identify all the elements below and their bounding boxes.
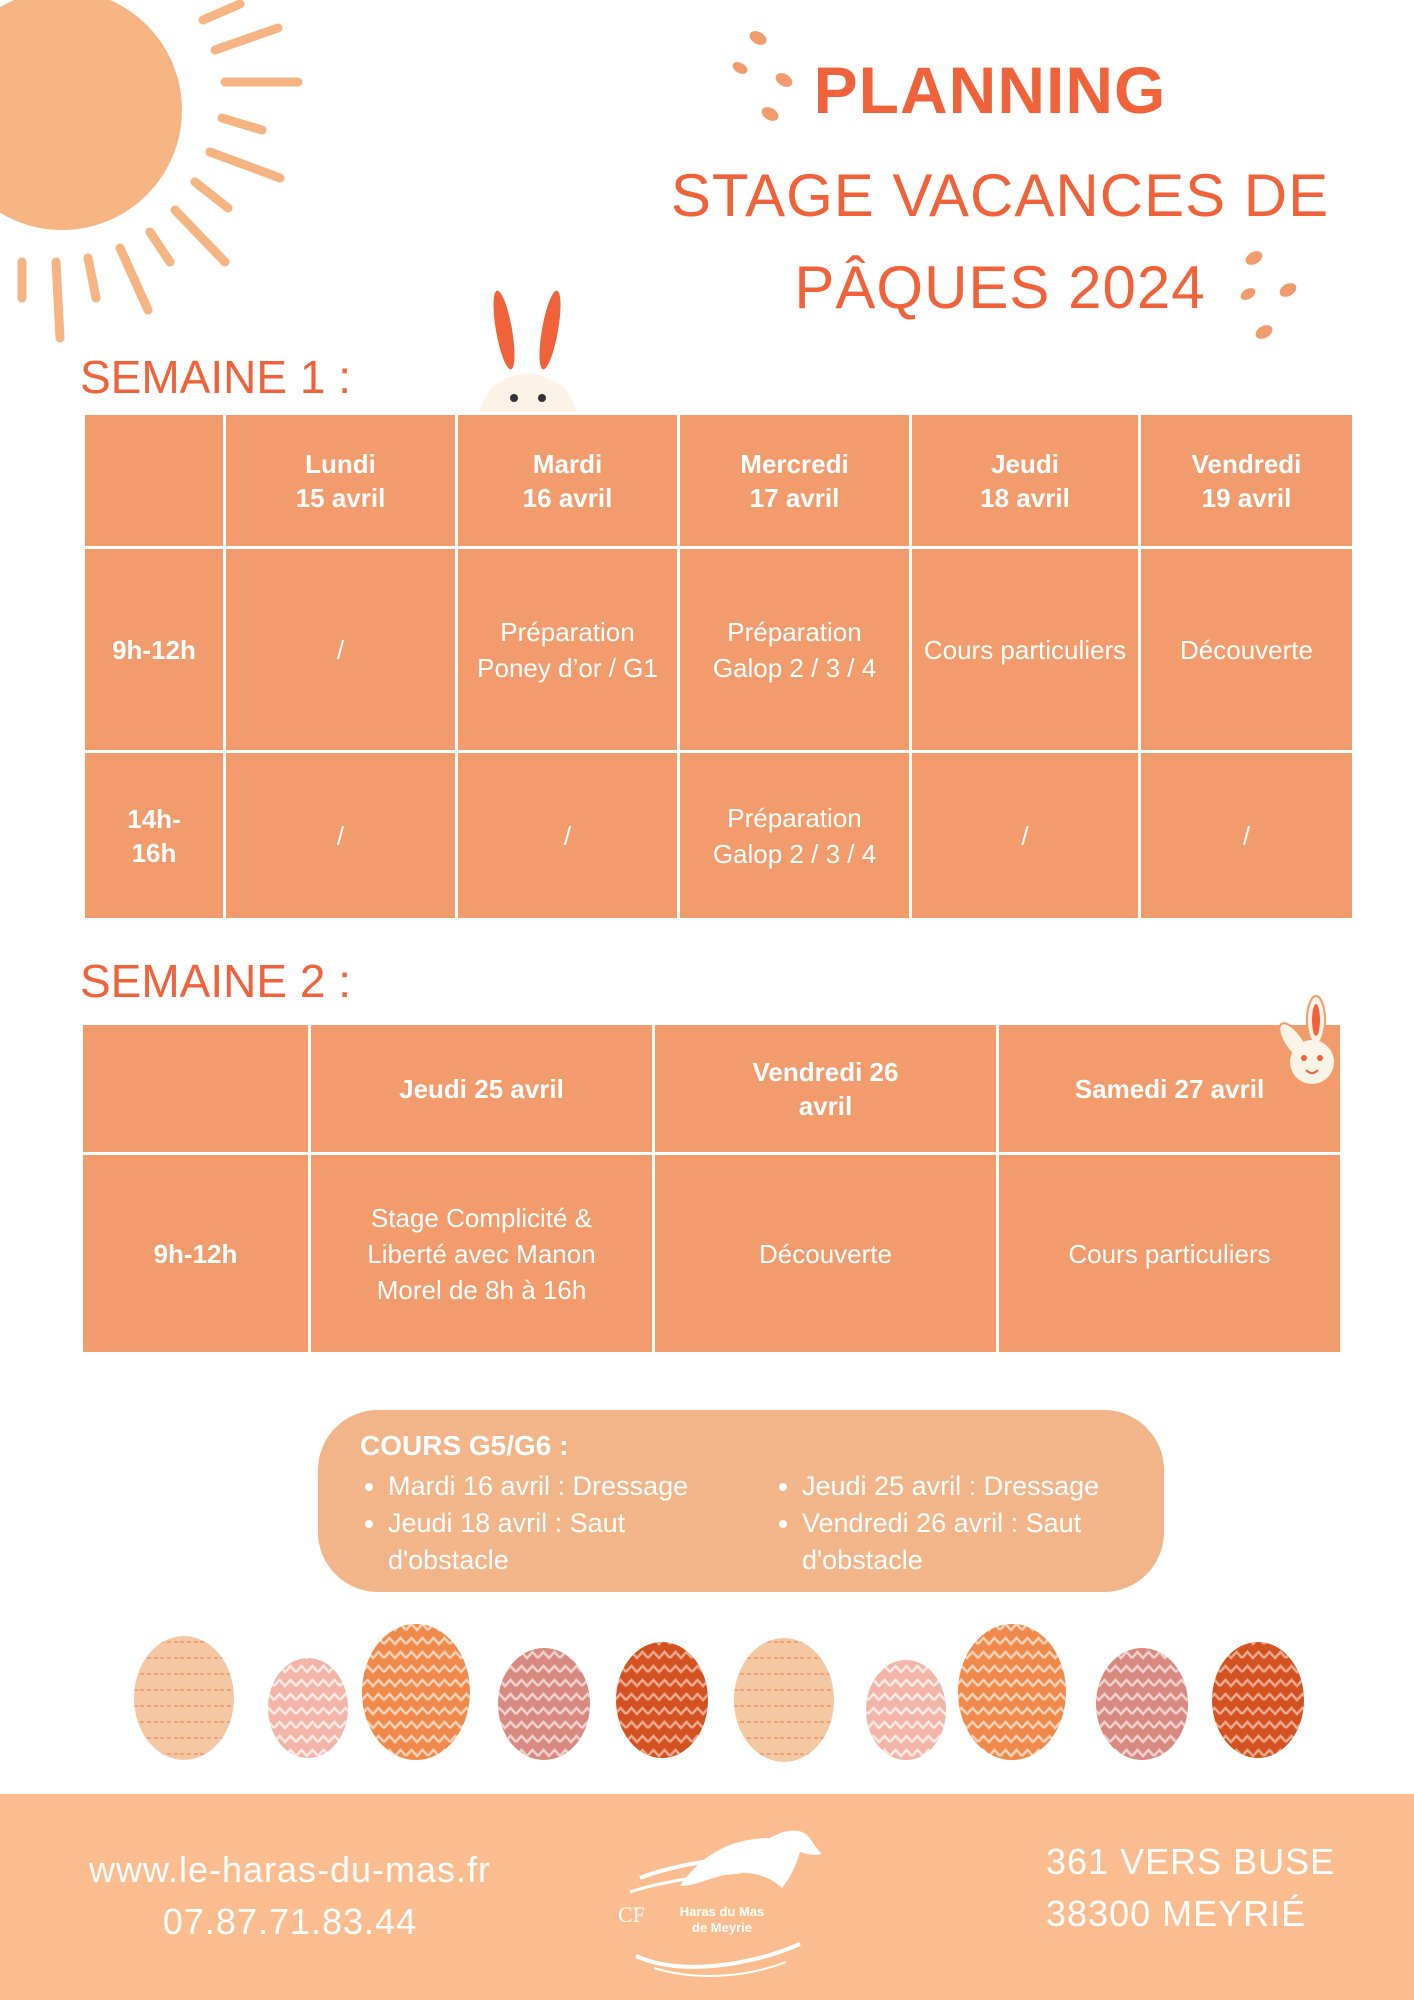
schedule-cell: /: [911, 752, 1140, 920]
day-header: Jeudi 25 avril: [310, 1024, 654, 1154]
courses-column-left: [360, 1468, 740, 1579]
day-date: 19 avril: [1201, 482, 1292, 513]
schedule-cell: Stage Complicité & Liberté avec Manon Morel de 8h à 16h: [310, 1154, 654, 1354]
day-date: 17 avril: [749, 482, 840, 513]
courses-title: COURS G5/G6 :: [360, 1430, 569, 1461]
schedule-cell: Cours particuliers: [998, 1154, 1342, 1354]
sun-icon: [0, 0, 320, 350]
time-slot: 9h-12h: [84, 548, 225, 752]
website-link[interactable]: www.le-haras-du-mas.fr: [88, 1849, 492, 1890]
time-slot: 14h-16h: [84, 752, 225, 920]
day-header: [225, 414, 457, 548]
schedule-cell: /: [1140, 752, 1354, 920]
schedule-cell: /: [225, 548, 457, 752]
day-name: Lundi: [305, 448, 376, 479]
week-1-table: [82, 412, 1355, 921]
courses-box: [318, 1410, 1164, 1592]
logo-initials: CF: [618, 1902, 645, 1927]
week-1-label: SEMAINE 1 :: [80, 351, 351, 403]
address-line-2: 38300 MEYRIÉ: [1046, 1893, 1307, 1934]
schedule-cell: Découverte: [1140, 548, 1354, 752]
day-name: Jeudi: [991, 448, 1059, 479]
week-2-label: SEMAINE 2 :: [80, 955, 351, 1007]
course-item: • Jeudi 18 avril : Saut d'obstacle: [388, 1505, 740, 1579]
horse-logo-icon: [600, 1816, 830, 1986]
phone-number[interactable]: 07.87.71.83.44: [162, 1901, 418, 1942]
schedule-cell: /: [457, 752, 679, 920]
logo-line-1: Haras du Mas: [679, 1904, 765, 1919]
table-corner: [82, 1024, 310, 1154]
day-header: [1140, 414, 1354, 548]
day-name: Mardi: [532, 448, 603, 479]
day-name: Vendredi: [1191, 448, 1302, 479]
day-date: 16 avril: [522, 482, 613, 513]
logo: [600, 1816, 830, 1986]
easter-eggs: [120, 1620, 1320, 1770]
course-item: • Jeudi 25 avril : Dressage: [802, 1468, 1154, 1505]
contact-info: [40, 1844, 540, 1948]
week-2-table: [80, 1022, 1343, 1355]
schedule-cell: Cours particuliers: [911, 548, 1140, 752]
schedule-cell: Découverte: [654, 1154, 998, 1354]
bunny-icon: [1276, 992, 1346, 1102]
day-date: 18 avril: [980, 482, 1070, 513]
schedule-cell: Préparation Poney d’or / G1: [457, 548, 679, 752]
course-item: • Vendredi 26 avril : Saut d'obstacle: [802, 1505, 1154, 1579]
day-header: Samedi 27 avril: [998, 1024, 1342, 1154]
subtitle-line-1: STAGE VACANCES DE: [670, 162, 1330, 229]
courses-column-right: [774, 1468, 1154, 1579]
schedule-cell: Préparation Galop 2 / 3 / 4: [679, 752, 911, 920]
footer: [0, 1794, 1414, 2000]
day-date: 15 avril: [295, 482, 386, 513]
day-header: [911, 414, 1140, 548]
page-subtitle: [640, 150, 1360, 334]
table-corner: [84, 414, 225, 548]
schedule-cell: /: [225, 752, 457, 920]
schedule-cell: Préparation Galop 2 / 3 / 4: [679, 548, 911, 752]
address-line-1: 361 VERS BUSE: [1046, 1841, 1336, 1882]
day-name: Mercredi: [740, 448, 849, 479]
course-item: • Mardi 16 avril : Dressage: [388, 1468, 740, 1505]
logo-name: [662, 1904, 782, 1936]
day-header: [679, 414, 911, 548]
logo-line-2: de Meyrie: [692, 1920, 752, 1935]
page-title: PLANNING: [813, 53, 1167, 127]
day-header: Vendredi 26 avril: [654, 1024, 998, 1154]
bunny-icon: [472, 272, 582, 414]
time-slot: 9h-12h: [82, 1154, 310, 1354]
subtitle-line-2: PÂQUES 2024: [794, 254, 1206, 321]
day-header: [457, 414, 679, 548]
address: [1046, 1836, 1346, 1940]
